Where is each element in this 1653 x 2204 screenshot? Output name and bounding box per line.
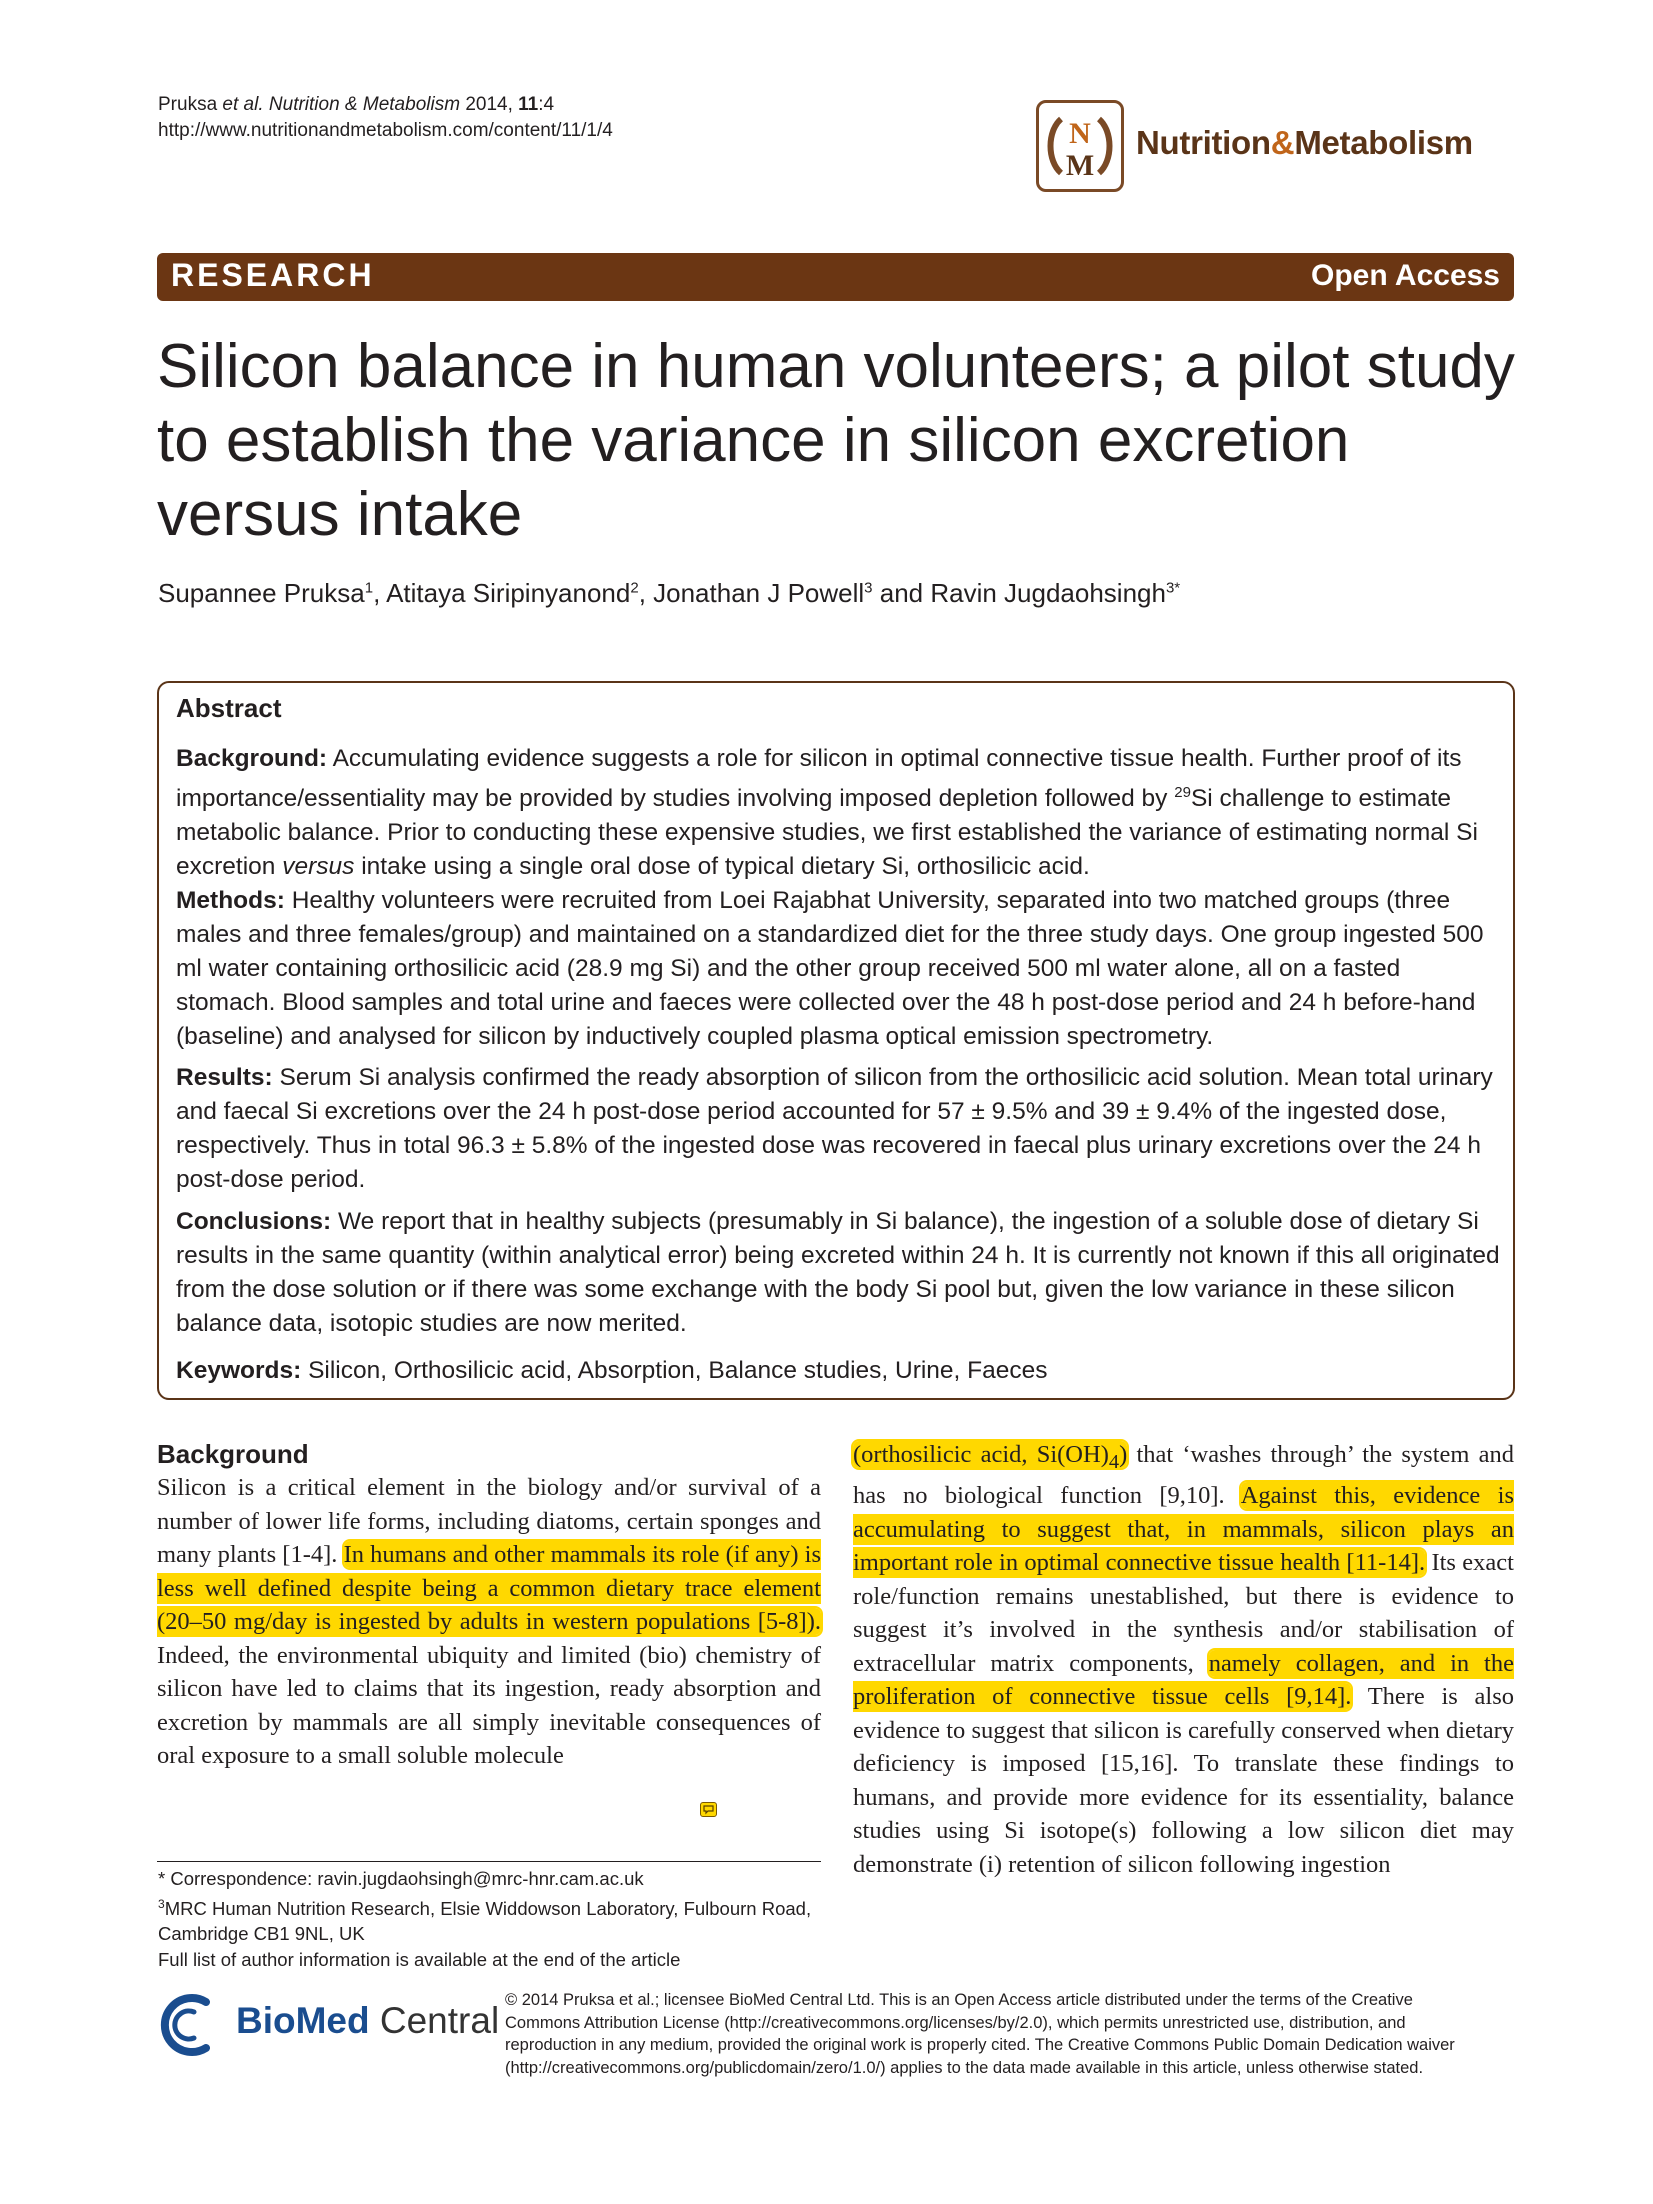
- citation-volume: 11: [518, 94, 539, 115]
- article-type-label: RESEARCH: [171, 257, 375, 293]
- abstract-text: Accumulating evidence suggests a role for silicon in optimal connective tissue health. Further proof of its importance/essentiality may be provided by studies involving imposed depletion followed by: [176, 745, 1462, 813]
- comment-note-icon[interactable]: [700, 1802, 717, 1817]
- section-label: Results:: [176, 1064, 273, 1091]
- logo-name-part: Nutrition: [1136, 124, 1271, 161]
- body-column-left: [157, 1438, 821, 1773]
- wordmark-part: BioMed: [236, 2000, 370, 2041]
- keywords-text: Silicon, Orthosilicic acid, Absorption, Balance studies, Urine, Faeces: [308, 1357, 1048, 1384]
- abstract-italic: versus: [282, 853, 355, 881]
- abstract-heading: Abstract: [176, 693, 282, 723]
- abstract-text: Healthy volunteers were recruited from Loei Rajabhat University, separated into two matched groups (three males and three females/group) and maintained on a standardized diet for the three study days. One group ingested 500 ml water containing orthosilicic acid (28.9 mg Si) and the other group received 500 ml water alone, all on a fasted stomach. Blood samples and total urine and faeces were collected over the 48 h post-dose period and 24 h before-hand (baseline) and analysed for silicon by inductively coupled plasma optical emission spectrometry.: [176, 887, 1484, 1050]
- abstract-text: We report that in healthy subjects (presumably in Si balance), the ingestion of a soluble dose of dietary Si results in the same quantity (within analytical error) being excreted within 24 h. It is currently not known if this all originated from the dose solution or if there was some exchange with the body Si pool but, given the low variance in these silicon balance data, isotopic studies are now merited.: [176, 1208, 1500, 1337]
- citation-year: 2014,: [465, 94, 513, 115]
- citation-line: [158, 92, 613, 118]
- affiliation-sup: 3: [158, 1896, 165, 1911]
- highlight-annotation[interactable]: In humans and other mammals its role (if any) is less well defined despite being a common dietary trace element (20–50 mg/day is ingested by adults in western populations [5-8]).: [157, 1541, 821, 1635]
- abstract-text: Si challenge to estimate metabolic balance. Prior to conducting these expensive studies, we first established the variance of estimating normal Si excretion: [176, 785, 1478, 881]
- citation-article: :4: [538, 94, 555, 115]
- citation-url[interactable]: http://www.nutritionandmetabolism.com/content/11/1/4: [158, 120, 613, 141]
- author-name: Supannee Pruksa: [158, 578, 365, 608]
- author-affiliation-sup: 3*: [1165, 579, 1181, 597]
- correspondence-note: * Correspondence: ravin.jugdaohsingh@mrc-hnr.cam.ac.uk: [158, 1868, 644, 1889]
- author-affiliation-sup: 2: [630, 579, 639, 597]
- wordmark-part: Central: [369, 2000, 500, 2041]
- speech-bubble-icon: [701, 1803, 716, 1816]
- abstract-text: Serum Si analysis confirmed the ready absorption of silicon from the orthosilicic acid solution. Mean total urinary and faecal Si excretions over the 24 h post-dose period accounted for 57 ± 9.5% and 39 ± 9.4% of the ingested dose, respectively. Thus in total 96.3 ± 5.8% of the ingested dose was recovered in faecal plus urinary excretions over the 24 h post-dose period.: [176, 1064, 1493, 1193]
- body-text: Indeed, the environmental ubiquity and limited (bio) chemistry of silicon have led to claims that its ingestion, ready absorption and excretion by mammals are all simply inevitable consequences of oral exposure to a small soluble molecule: [157, 1641, 821, 1769]
- logo-name-amp: &: [1270, 124, 1295, 161]
- highlight-annotation[interactable]: Against this, evidence is accumulating to suggest that, in mammals, silicon plays an important role in optimal connective tissue health [11-14].: [853, 1482, 1514, 1577]
- highlight-annotation[interactable]: namely collagen, and in the proliferation of connective tissue cells [9,14].: [853, 1649, 1514, 1711]
- abstract-conclusions: [176, 1205, 1501, 1341]
- svg-text:M: M: [1065, 149, 1095, 182]
- body-text: There is also evidence to suggest that silicon is carefully conserved when dietary deficiency is imposed [15,16]. To translate these findings to humans, and provide more evidence for its essentiality, balance studies using Si isotope(s) following a low silicon diet may demonstrate (i) retention of silicon following ingestion: [853, 1683, 1514, 1878]
- body-text: that ‘washes through’ the system and has no biological function [9,10].: [853, 1441, 1515, 1510]
- author-separator: and: [872, 578, 931, 608]
- body-column-right: [853, 1438, 1514, 1881]
- footnote-divider: [157, 1861, 821, 1862]
- citation-journal: Nutrition & Metabolism: [268, 94, 461, 115]
- nm-monogram-icon: [1039, 103, 1121, 189]
- highlight-text: ): [1119, 1441, 1128, 1468]
- article-title: Silicon balance in human volunteers; a pilot study to establish the variance in silicon excretion versus intake: [157, 332, 1515, 549]
- abstract-background: [176, 742, 1501, 884]
- affiliation-text: MRC Human Nutrition Research, Elsie Widdowson Laboratory, Fulbourn Road, Cambridge CB1 9NL, UK: [158, 1897, 812, 1945]
- highlight-annotation[interactable]: [853, 1441, 1128, 1473]
- svg-text:N: N: [1069, 117, 1091, 150]
- journal-logo: [1036, 100, 1516, 192]
- author-separator: ,: [373, 578, 387, 608]
- biomed-central-logo: [158, 1990, 500, 2060]
- body-text: Its exact role/function remains unestablished, but there is evidence to suggest it’s involved in the synthesis and/or stabilisation of extracellular matrix components,: [853, 1549, 1514, 1677]
- logo-name-part: Metabolism: [1294, 124, 1473, 161]
- abstract-keywords: [176, 1354, 1501, 1388]
- highlight-text: (orthosilicic acid, Si(OH): [853, 1441, 1109, 1468]
- citation-author: Pruksa: [158, 94, 218, 115]
- open-access-label: Open Access: [1311, 259, 1500, 292]
- affiliation-note: [158, 1892, 838, 1947]
- article-type-banner: [157, 253, 1514, 301]
- abstract-text: intake using a single oral dose of typical dietary Si, orthosilicic acid.: [354, 853, 1090, 881]
- subscript: 4: [1108, 1450, 1120, 1473]
- author-name: Atitaya Siripinyanond: [386, 578, 631, 608]
- isotope-sup: 29: [1174, 784, 1191, 801]
- author-name: Jonathan J Powell: [653, 578, 865, 608]
- section-label: Conclusions:: [176, 1208, 332, 1235]
- biomed-central-wordmark: [236, 2000, 499, 2042]
- author-info-note: Full list of author information is available at the end of the article: [158, 1948, 681, 1970]
- body-text: Silicon is a critical element in the biology and/or survival of a number of lower life forms, including diatoms, certain sponges and many plants [1-4].: [157, 1474, 821, 1568]
- copyright-notice: © 2014 Pruksa et al.; licensee BioMed Central Ltd. This is an Open Access article distributed under the terms of the Creative Commons Attribution License (http://creativecommons.org/licenses/by/2.0), which permits unrestricted use, distribution, and reproduction in any medium, provided the original work is properly cited. The Creative Commons Public Domain Dedication waiver (http://creativecommons.org/publicdomain/zero/1.0/) applies to the data made available in this article, unless otherwise stated.: [505, 1991, 1455, 2077]
- biomed-swoosh-icon: [158, 1992, 224, 2058]
- abstract-methods: [176, 884, 1501, 1054]
- background-heading: Background: [157, 1439, 309, 1469]
- journal-logo-name: [1136, 124, 1473, 162]
- section-label: Methods:: [176, 887, 285, 914]
- abstract-results: [176, 1061, 1501, 1197]
- author-affiliation-sup: 3: [864, 579, 873, 597]
- author-list: [158, 578, 1180, 609]
- section-label: Background:: [176, 745, 328, 772]
- journal-logo-mark: [1036, 100, 1124, 192]
- section-label: Keywords:: [176, 1357, 302, 1384]
- citation-et-al: et al.: [222, 94, 264, 115]
- author-name: Ravin Jugdaohsingh: [930, 578, 1166, 608]
- citation-header: [158, 92, 613, 144]
- author-separator: ,: [638, 578, 654, 608]
- author-affiliation-sup: 1: [364, 579, 374, 597]
- footnotes: [158, 1866, 838, 1972]
